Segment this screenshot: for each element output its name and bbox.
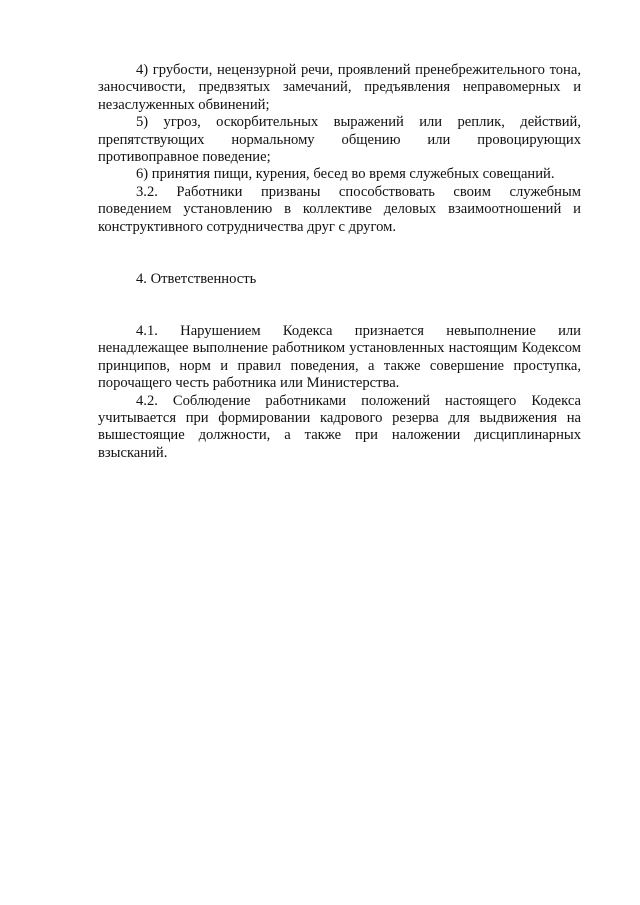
paragraph-item-4: 4) грубости, нецензурной речи, проявлений пренебрежительного тона, заносчивости, предвзятых замечаний, предъявления неправомерных и незаслуженных обвинений; xyxy=(98,62,581,113)
blank-line xyxy=(98,253,581,270)
blank-line xyxy=(98,236,581,253)
paragraph-4-2: 4.2. Соблюдение работниками положений настоящего Кодекса учитывается при формировании кадрового резерва для выдвижения на вышестоящие должности, а также при наложении дисциплинарных взысканий. xyxy=(98,392,581,461)
section-heading: 4. Ответственность xyxy=(136,270,257,287)
paragraph-item-6: 6) принятия пищи, курения, бесед во время служебных совещаний. xyxy=(136,166,555,183)
paragraph-3-2: 3.2. Работники призваны способствовать своим служебным поведением установлению в коллективе деловых взаимоотношений и конструктивного сотрудничества друг с другом. xyxy=(98,183,581,235)
paragraph-4-1: 4.1. Нарушением Кодекса признается невыполнение или ненадлежащее выполнение работником установленных настоящим Кодексом принципов, норм и правил поведения, а также совершение проступка, порочащего честь работника или Министерства. xyxy=(98,323,581,392)
blank-line xyxy=(98,288,581,305)
document-page xyxy=(98,62,581,462)
blank-line xyxy=(98,306,581,323)
paragraph-item-5: 5) угроз, оскорбительных выражений или реплик, действий, препятствующих нормальному общению или провоцирующих противоправное поведение; xyxy=(98,114,581,166)
